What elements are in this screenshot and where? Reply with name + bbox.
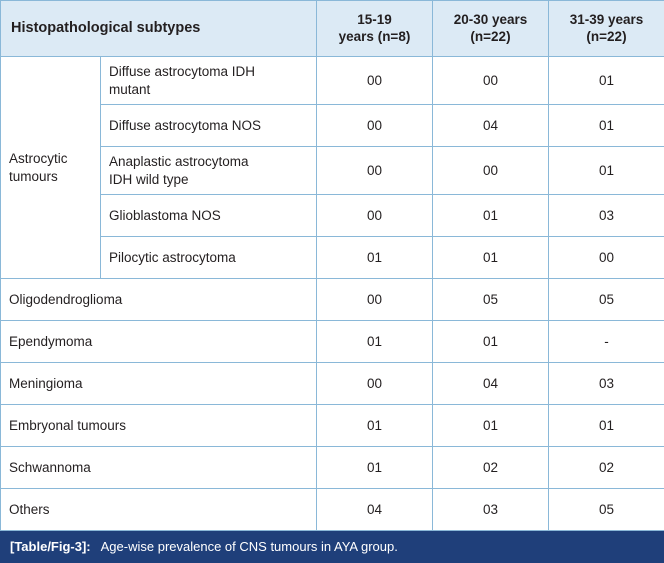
table-row bbox=[1, 105, 664, 147]
cell-value: 00 bbox=[433, 147, 549, 195]
cell-value: 00 bbox=[549, 237, 664, 279]
row-label-line1: Diffuse astrocytoma IDH bbox=[109, 64, 255, 79]
row-label: Schwannoma bbox=[1, 447, 317, 489]
cell-value: 00 bbox=[317, 195, 433, 237]
column-header-15-19-line1: 15-19 bbox=[357, 12, 392, 27]
cell-value: 01 bbox=[549, 57, 664, 105]
cell-value: 01 bbox=[433, 321, 549, 363]
table-row bbox=[1, 57, 664, 105]
group-label-astrocytic-tumours bbox=[1, 57, 101, 279]
cell-value: 01 bbox=[317, 447, 433, 489]
row-label: Ependymoma bbox=[1, 321, 317, 363]
cell-value: 05 bbox=[549, 489, 664, 531]
row-label bbox=[101, 57, 317, 105]
table-row bbox=[1, 405, 664, 447]
cell-value: 02 bbox=[549, 447, 664, 489]
cell-value: 01 bbox=[433, 195, 549, 237]
cell-value: 02 bbox=[433, 447, 549, 489]
row-label-line1: Anaplastic astrocytoma bbox=[109, 154, 249, 169]
table-header bbox=[1, 1, 664, 57]
column-header-20-30 bbox=[433, 1, 549, 57]
row-label bbox=[101, 147, 317, 195]
cell-value: 04 bbox=[433, 105, 549, 147]
table-row bbox=[1, 363, 664, 405]
row-label-line2: IDH wild type bbox=[109, 172, 189, 187]
cell-value: 03 bbox=[433, 489, 549, 531]
cell-value: 00 bbox=[317, 105, 433, 147]
column-header-15-19-line2: years (n=8) bbox=[339, 29, 411, 44]
cell-value: 00 bbox=[317, 279, 433, 321]
row-label: Oligodendroglioma bbox=[1, 279, 317, 321]
table-body bbox=[1, 57, 664, 531]
row-label: Glioblastoma NOS bbox=[101, 195, 317, 237]
cell-value: 04 bbox=[317, 489, 433, 531]
caption-label: [Table/Fig-3]: bbox=[10, 539, 91, 554]
cell-value: 01 bbox=[549, 105, 664, 147]
caption-text: Age-wise prevalence of CNS tumours in AYA group. bbox=[91, 539, 398, 554]
table-row bbox=[1, 321, 664, 363]
table-row bbox=[1, 279, 664, 321]
column-header-31-39-line1: 31-39 years bbox=[570, 12, 644, 27]
table-row bbox=[1, 147, 664, 195]
table-row bbox=[1, 447, 664, 489]
cell-value: 04 bbox=[433, 363, 549, 405]
column-header-20-30-line1: 20-30 years bbox=[454, 12, 528, 27]
cell-value: 00 bbox=[317, 147, 433, 195]
cell-value: 01 bbox=[433, 237, 549, 279]
table-caption bbox=[0, 531, 664, 563]
column-header-31-39-line2: (n=22) bbox=[586, 29, 626, 44]
cell-value: 01 bbox=[433, 405, 549, 447]
table-row bbox=[1, 489, 664, 531]
cell-value: 01 bbox=[317, 237, 433, 279]
column-header-31-39 bbox=[549, 1, 664, 57]
header-row bbox=[1, 1, 664, 57]
cell-value: 00 bbox=[317, 363, 433, 405]
group-label-line2: tumours bbox=[9, 169, 58, 184]
cell-value: 01 bbox=[549, 147, 664, 195]
cell-value: 00 bbox=[433, 57, 549, 105]
row-label: Embryonal tumours bbox=[1, 405, 317, 447]
table-row bbox=[1, 195, 664, 237]
row-label-line2: mutant bbox=[109, 82, 150, 97]
cell-value: - bbox=[549, 321, 664, 363]
column-header-subtypes: Histopathological subtypes bbox=[1, 1, 317, 57]
cell-value: 05 bbox=[433, 279, 549, 321]
row-label: Pilocytic astrocytoma bbox=[101, 237, 317, 279]
table-row bbox=[1, 237, 664, 279]
row-label: Diffuse astrocytoma NOS bbox=[101, 105, 317, 147]
cell-value: 01 bbox=[317, 321, 433, 363]
row-label: Meningioma bbox=[1, 363, 317, 405]
cell-value: 03 bbox=[549, 363, 664, 405]
cell-value: 03 bbox=[549, 195, 664, 237]
cell-value: 00 bbox=[317, 57, 433, 105]
column-header-20-30-line2: (n=22) bbox=[470, 29, 510, 44]
cell-value: 05 bbox=[549, 279, 664, 321]
cell-value: 01 bbox=[549, 405, 664, 447]
cell-value: 01 bbox=[317, 405, 433, 447]
column-header-15-19 bbox=[317, 1, 433, 57]
group-label-line1: Astrocytic bbox=[9, 151, 68, 166]
row-label: Others bbox=[1, 489, 317, 531]
